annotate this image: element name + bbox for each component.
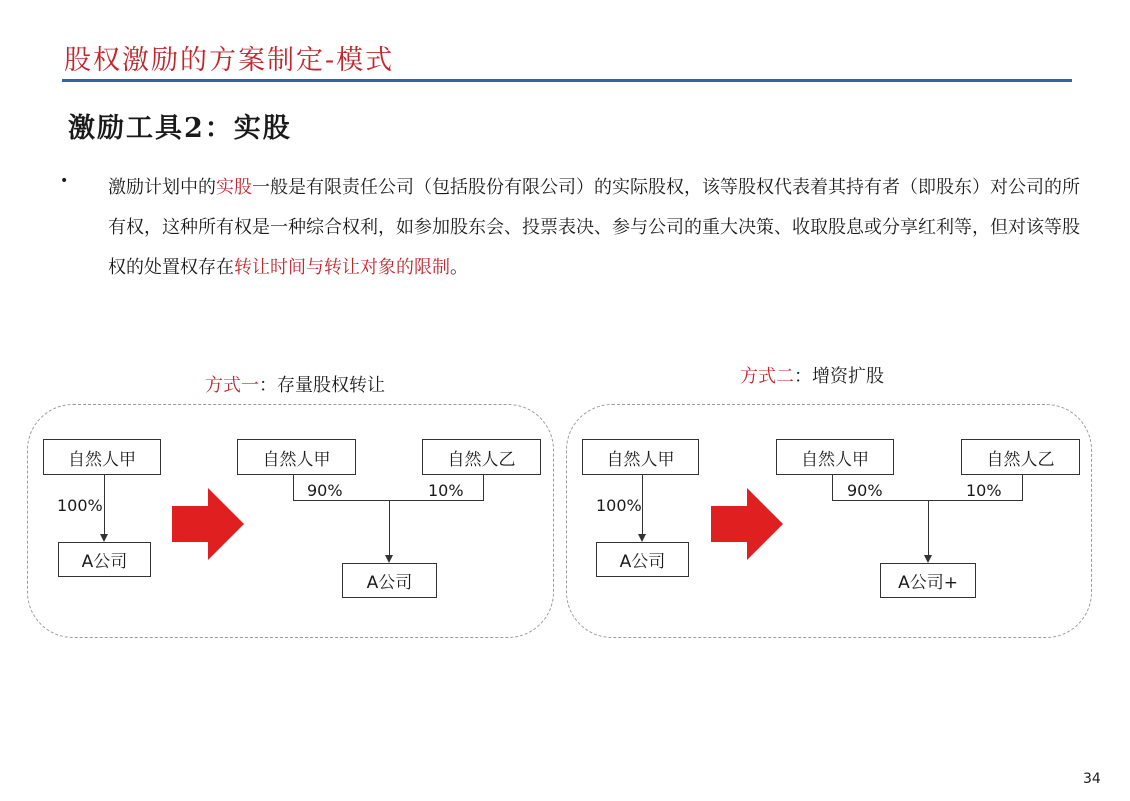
method1-label [205, 371, 385, 397]
method2-after-holder-b-box: 自然人乙 [961, 439, 1080, 475]
method2-after-holder-a-box: 自然人甲 [776, 439, 894, 475]
connector-line [832, 475, 833, 501]
intro-text: 。 [450, 257, 468, 278]
method2-before-pct: 100% [596, 496, 642, 515]
connector-line [389, 500, 390, 555]
arrowhead [924, 555, 932, 563]
ownership-line [642, 475, 643, 534]
method2-before-company-box: A公司 [596, 542, 689, 577]
arrowhead [385, 555, 393, 563]
method1-after-pct-a: 90% [307, 481, 343, 500]
method2-after-pct-a: 90% [847, 481, 883, 500]
intro-highlight: 实股 [216, 177, 252, 198]
bullet-marker: • [60, 173, 69, 189]
ownership-line [104, 475, 105, 534]
connector-line [293, 475, 294, 501]
method2-label [740, 362, 884, 388]
method1-after-company-box: A公司 [342, 563, 437, 598]
page-title: 股权激励的方案制定-模式 [64, 45, 395, 76]
intro-highlight: 转让时间与转让对象的限制 [234, 257, 450, 278]
method1-label-prefix: 方式一 [205, 375, 259, 396]
method2-label-suffix: ：增资扩股 [794, 366, 884, 387]
intro-text: 激励计划中的 [108, 177, 216, 198]
method2-after-company-box: A公司+ [880, 563, 976, 598]
method1-after-holder-a-box: 自然人甲 [237, 439, 356, 475]
connector-line [1022, 475, 1023, 501]
method2-before-holder-box: 自然人甲 [582, 439, 699, 475]
arrowhead [100, 534, 108, 542]
title-divider [62, 79, 1072, 82]
transition-arrow-icon [711, 488, 785, 560]
arrowhead [638, 534, 646, 542]
method1-before-holder-box: 自然人甲 [43, 439, 161, 475]
method1-after-holder-b-box: 自然人乙 [422, 439, 541, 475]
intro-text: 一般是有限责任公司（包括股份有限公司）的实际股权，该等股权代表着其持有者（即股东）对公司的所有权，这种所有权是一种综合权利，如参加股东会、投票表决、参与公司的重大决策、收取股息或分享红利等，但对该等股权的处置权存在 [108, 177, 1080, 278]
method1-before-pct: 100% [57, 496, 103, 515]
transition-arrow-icon [172, 488, 246, 560]
section-subtitle: 激励工具2：实股 [68, 113, 292, 144]
page-number: 34 [1083, 771, 1101, 787]
method1-after-pct-b: 10% [428, 481, 464, 500]
method2-after-pct-b: 10% [966, 481, 1002, 500]
connector-line [928, 500, 929, 555]
intro-paragraph [108, 168, 1093, 288]
method2-label-prefix: 方式二 [740, 366, 794, 387]
method1-label-suffix: ：存量股权转让 [259, 375, 385, 396]
connector-line [483, 475, 484, 501]
method1-before-company-box: A公司 [58, 542, 151, 577]
